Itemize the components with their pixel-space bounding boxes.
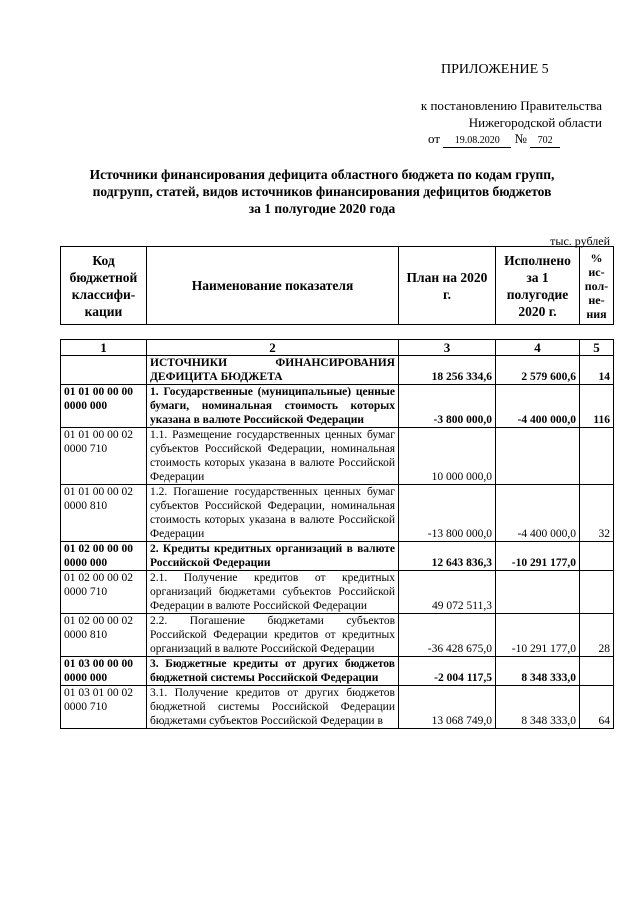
from-label: от <box>428 131 441 146</box>
plan-cell: 13 068 749,0 <box>399 686 496 729</box>
plan-cell: -36 428 675,0 <box>399 614 496 657</box>
done-cell: -4 400 000,0 <box>496 485 580 542</box>
col-header-done: Исполнено за 1 полугодие 2020 г. <box>496 247 580 325</box>
table-row <box>61 542 614 571</box>
plan-cell: -13 800 000,0 <box>399 485 496 542</box>
table-row <box>61 686 614 729</box>
table-row <box>61 571 614 614</box>
pct-cell: 116 <box>580 385 614 428</box>
done-cell: -4 400 000,0 <box>496 385 580 428</box>
done-cell <box>496 571 580 614</box>
name-cell: 1.2. Погашение государственных ценных бумаг субъектов Российской Федерации, номинальная стоимость которых указана в валюте Российской Федерации <box>147 485 399 542</box>
col-header-code: Код бюджетной классифи- кации <box>61 247 147 325</box>
table-row <box>61 428 614 485</box>
document-title <box>72 166 572 217</box>
table-row <box>61 485 614 542</box>
appendix-label: ПРИЛОЖЕНИЕ 5 <box>441 62 549 77</box>
table-row <box>61 657 614 686</box>
plan-cell: 18 256 334,6 <box>399 356 496 385</box>
code-cell: 01 03 01 00 02 0000 710 <box>61 686 147 729</box>
plan-cell: 49 072 511,3 <box>399 571 496 614</box>
pct-cell: 64 <box>580 686 614 729</box>
code-cell: 01 02 00 00 02 0000 810 <box>61 614 147 657</box>
pct-cell: 14 <box>580 356 614 385</box>
col-header-pct: % ис- пол- не- ния <box>580 247 614 325</box>
name-cell: 3.1. Получение кредитов от других бюджетов бюджетной системы Российской Федерации бюджетами субъектов Российской Федерации в <box>147 686 399 729</box>
column-number: 1 <box>61 340 147 356</box>
table-row <box>61 356 614 385</box>
pct-cell <box>580 428 614 485</box>
sources-table <box>60 339 614 729</box>
col-header-plan: План на 2020 г. <box>399 247 496 325</box>
column-number-row <box>61 340 614 356</box>
pct-cell: 32 <box>580 485 614 542</box>
number-label: № <box>514 131 527 146</box>
name-cell: 1.1. Размещение государственных ценных бумаг субъектов Российской Федерации, номинальная стоимость которых указана в валюте Российской Федерации <box>147 428 399 485</box>
plan-cell: -2 004 117,5 <box>399 657 496 686</box>
title-line: подгрупп, статей, видов источников финансирования дефицитов бюджетов <box>92 184 552 199</box>
done-cell: -10 291 177,0 <box>496 614 580 657</box>
name-cell: 2.2. Погашение бюджетами субъектов Российской Федерации кредитов от кредитных организаций в валюте Российской Федерации <box>147 614 399 657</box>
region-name: Нижегородской области <box>468 115 602 130</box>
plan-cell: 10 000 000,0 <box>399 428 496 485</box>
plan-cell: -3 800 000,0 <box>399 385 496 428</box>
column-number: 5 <box>580 340 614 356</box>
name-cell: ИСТОЧНИКИ ФИНАНСИРОВАНИЯ ДЕФИЦИТА БЮДЖЕТА <box>147 356 399 385</box>
done-cell: 2 579 600,6 <box>496 356 580 385</box>
column-number: 2 <box>147 340 399 356</box>
code-cell: 01 01 00 00 00 0000 000 <box>61 385 147 428</box>
resolution-number: 702 <box>530 135 560 148</box>
code-cell: 01 02 00 00 02 0000 710 <box>61 571 147 614</box>
code-cell: 01 02 00 00 00 0000 000 <box>61 542 147 571</box>
column-number: 3 <box>399 340 496 356</box>
pct-cell <box>580 657 614 686</box>
code-cell: 01 01 00 00 02 0000 810 <box>61 485 147 542</box>
units-label: тыс. рублей <box>550 234 610 248</box>
resolution-date-line <box>428 131 560 148</box>
code-cell: 01 01 00 00 02 0000 710 <box>61 428 147 485</box>
name-cell: 1. Государственные (муниципальные) ценные бумаги, номинальная стоимость которых указана в валюте Российской Федерации <box>147 385 399 428</box>
code-cell: 01 03 00 00 00 0000 000 <box>61 657 147 686</box>
table-row <box>61 385 614 428</box>
header-table <box>60 246 614 325</box>
name-cell: 2.1. Получение кредитов от кредитных организаций бюджетами субъектов Российской Федерации в валюте Российской Федерации <box>147 571 399 614</box>
pct-cell <box>580 571 614 614</box>
done-cell: 8 348 333,0 <box>496 686 580 729</box>
done-cell: 8 348 333,0 <box>496 657 580 686</box>
resolution-reference: к постановлению Правительства <box>420 98 602 113</box>
pct-cell <box>580 542 614 571</box>
table-row <box>61 614 614 657</box>
title-line: Источники финансирования дефицита областного бюджета по кодам групп, <box>89 167 555 182</box>
col-header-name: Наименование показателя <box>147 247 399 325</box>
column-number: 4 <box>496 340 580 356</box>
title-line: за 1 полугодие 2020 года <box>248 201 396 216</box>
code-cell <box>61 356 147 385</box>
name-cell: 2. Кредиты кредитных организаций в валюте Российской Федерации <box>147 542 399 571</box>
pct-cell: 28 <box>580 614 614 657</box>
name-cell: 3. Бюджетные кредиты от других бюджетов бюджетной системы Российской Федерации <box>147 657 399 686</box>
done-cell: -10 291 177,0 <box>496 542 580 571</box>
plan-cell: 12 643 836,3 <box>399 542 496 571</box>
done-cell <box>496 428 580 485</box>
resolution-date: 19.08.2020 <box>443 135 511 148</box>
